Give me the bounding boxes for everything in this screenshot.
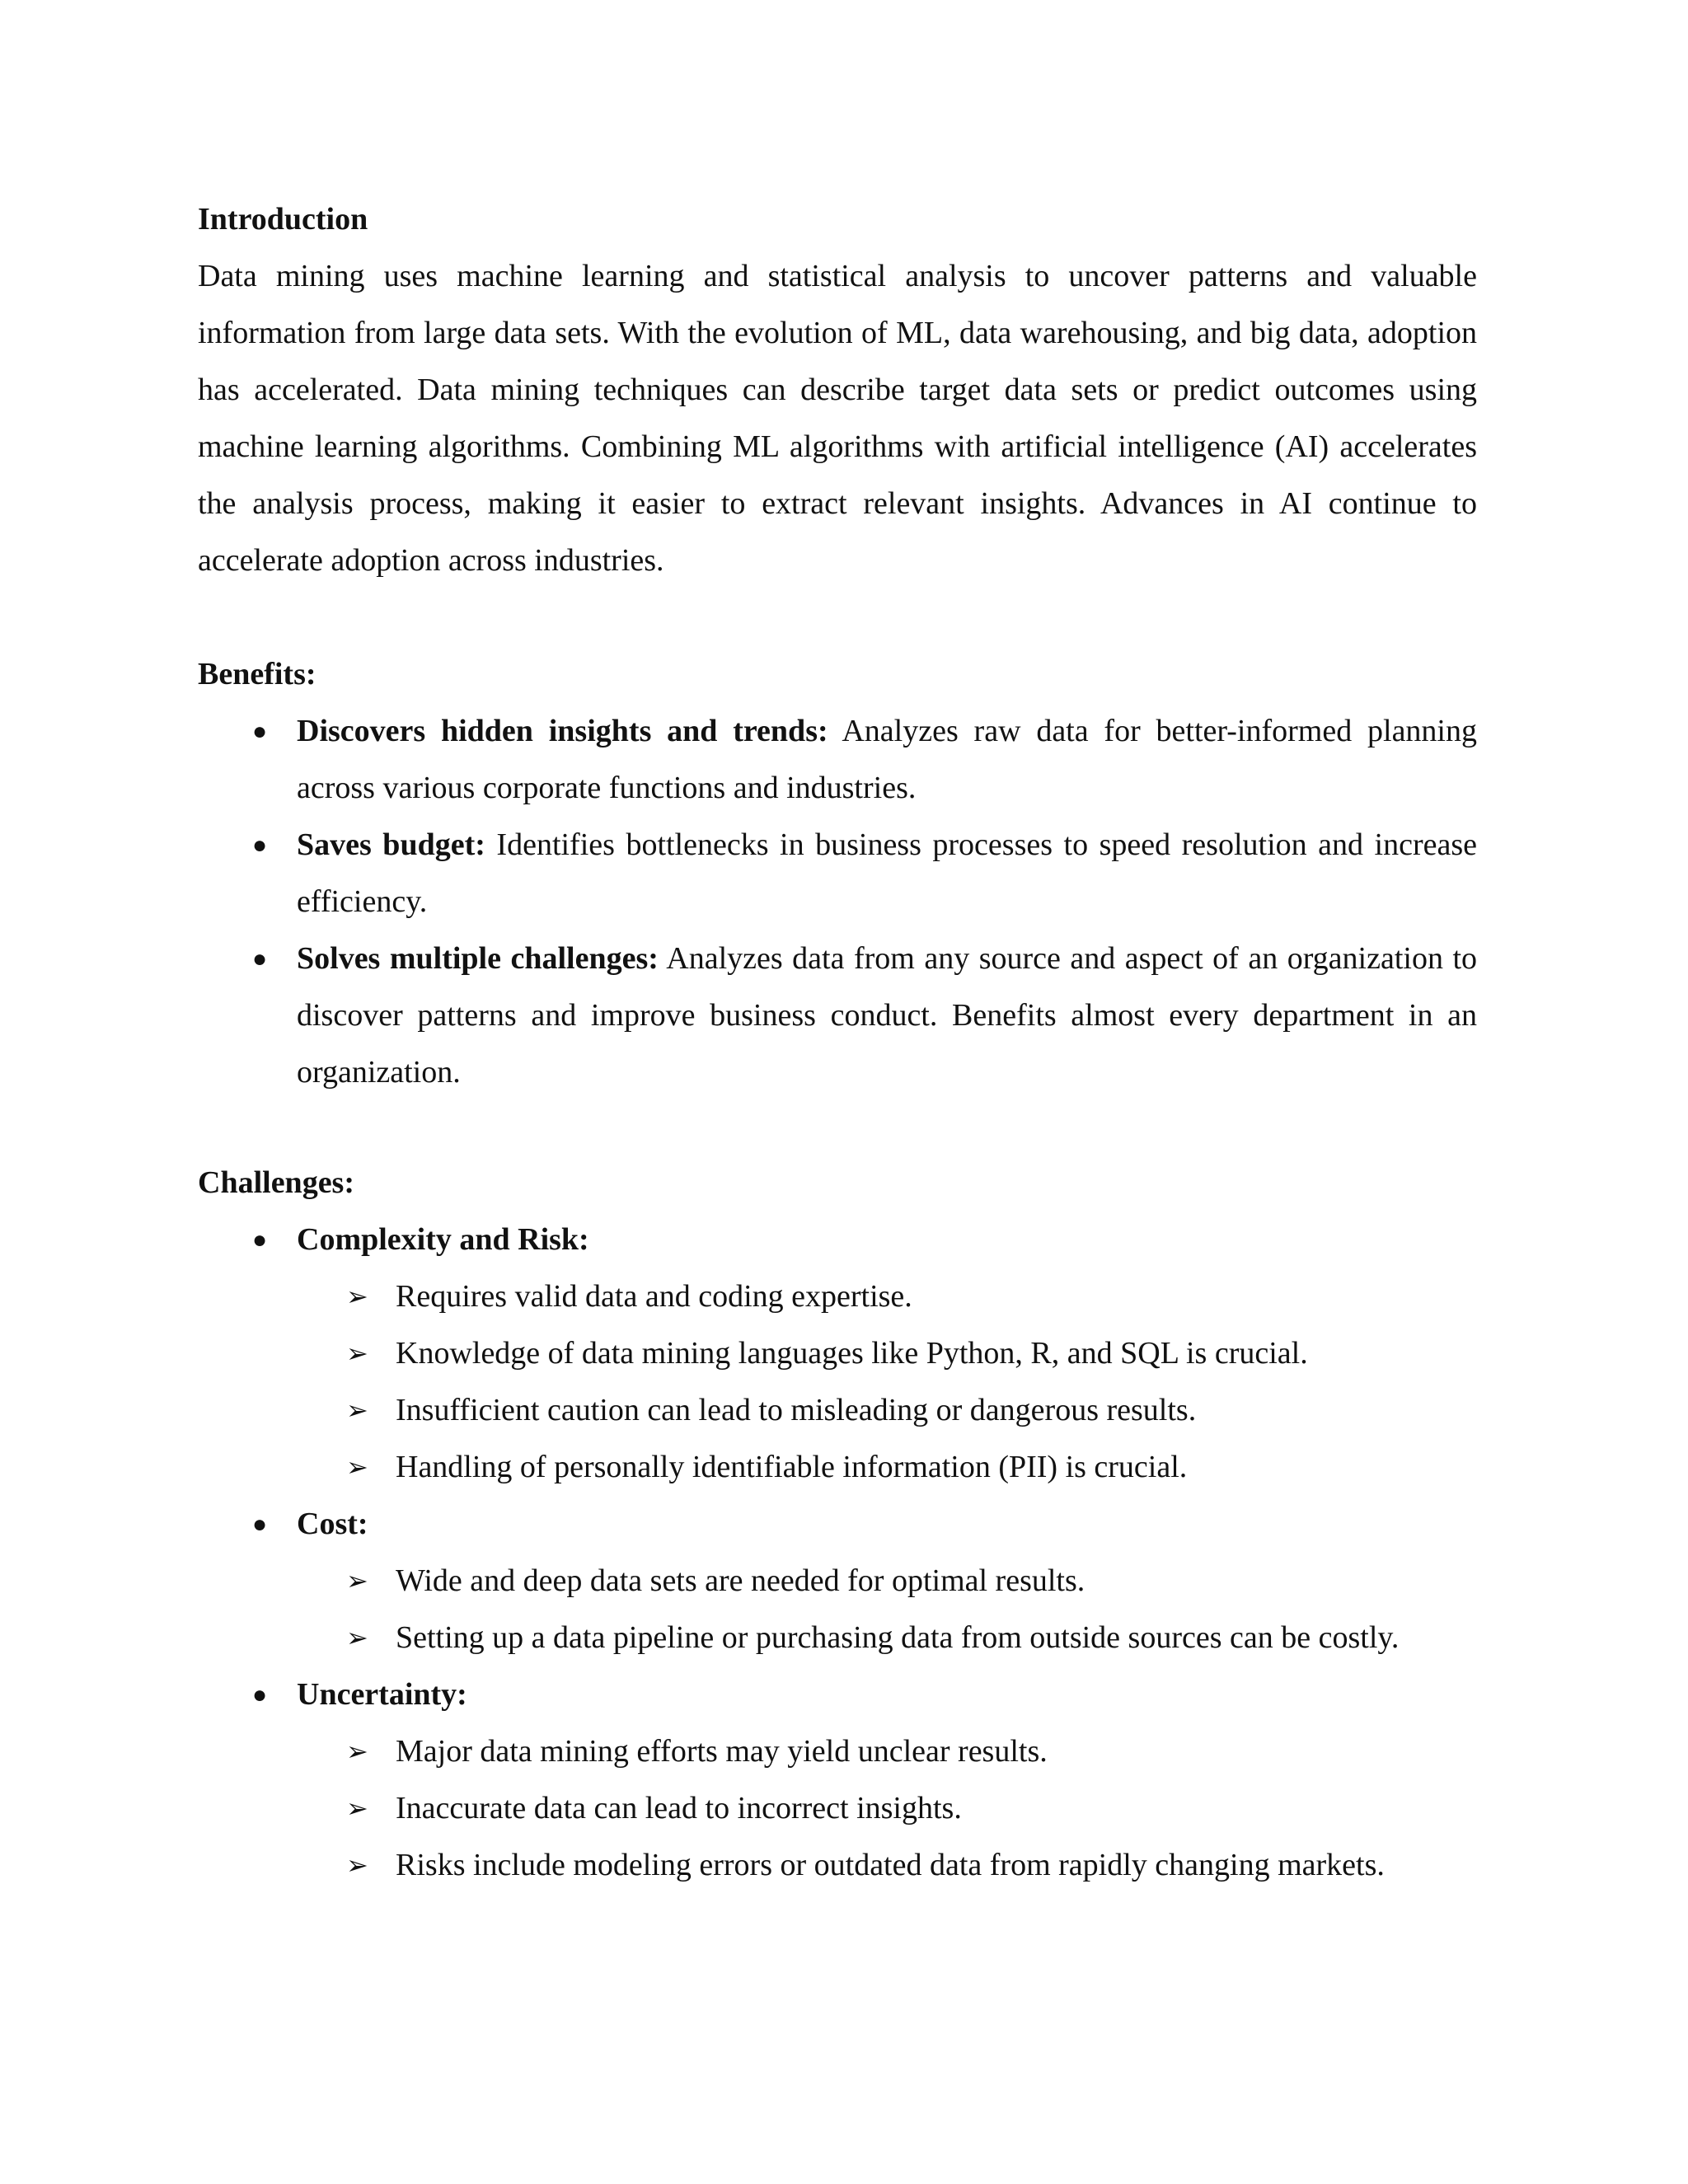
list-item (198, 703, 1477, 817)
sub-list-item (198, 1723, 1477, 1780)
sub-list-item (198, 1837, 1477, 1894)
introduction-paragraph: Data mining uses machine learning and statistical analysis to uncover patterns and valuable information from large data sets. With the evolution of ML, data warehousing, and big data, adoption has accelerated. Data mining techniques can describe target data sets or predict outcomes using machine learning algorithms. Combining ML algorithms with artificial intelligence (AI) accelerates the analysis process, making it easier to extract relevant insights. Advances in AI continue to accelerate adoption across industries. (198, 259, 1477, 578)
document-page (198, 191, 1477, 1894)
list-item (198, 930, 1477, 1101)
challenges-heading: Challenges: (198, 1165, 354, 1200)
benefits-list (198, 703, 1477, 1101)
sub-list-item (198, 1325, 1477, 1382)
list-item (198, 1212, 1477, 1268)
sub-list-item (198, 1439, 1477, 1496)
arrowhead-icon: ➢ (346, 1282, 368, 1311)
challenges-list (198, 1212, 1477, 1268)
bullet-dot-icon: ● (251, 1226, 268, 1254)
arrowhead-icon: ➢ (346, 1338, 368, 1368)
spacer (198, 1101, 1477, 1155)
bullet-dot-icon: ● (251, 945, 268, 972)
list-item (198, 1496, 1477, 1553)
arrowhead-icon: ➢ (346, 1452, 368, 1482)
cost-sublist (198, 1553, 1477, 1666)
arrowhead-icon: ➢ (346, 1623, 368, 1652)
arrowhead-icon: ➢ (346, 1566, 368, 1596)
list-item (198, 817, 1477, 930)
sub-list-item (198, 1382, 1477, 1439)
challenges-list (198, 1666, 1477, 1723)
complexity-sublist (198, 1268, 1477, 1496)
challenges-list (198, 1496, 1477, 1553)
arrowhead-icon: ➢ (346, 1850, 368, 1880)
sub-item-text: Knowledge of data mining languages like Python, R, and SQL is crucial. (396, 1336, 1308, 1371)
sub-item-text: Setting up a data pipeline or purchasing data from outside sources can be costly. (396, 1620, 1400, 1655)
arrowhead-icon: ➢ (346, 1793, 368, 1823)
sub-item-text: Major data mining efforts may yield unclear results. (396, 1734, 1048, 1769)
sub-item-text: Requires valid data and coding expertise. (396, 1279, 912, 1314)
sub-item-text: Handling of personally identifiable information (PII) is crucial. (396, 1450, 1188, 1484)
spacer (198, 589, 1477, 646)
item-term: Solves multiple challenges: (297, 941, 659, 976)
sub-list-item (198, 1780, 1477, 1837)
bullet-dot-icon: ● (251, 832, 268, 859)
sub-item-text: Wide and deep data sets are needed for optimal results. (396, 1563, 1085, 1598)
item-term: Discovers hidden insights and trends: (297, 714, 828, 748)
sub-list-item (198, 1610, 1477, 1666)
item-term: Cost: (297, 1507, 368, 1541)
arrowhead-icon: ➢ (346, 1395, 368, 1425)
sub-list-item (198, 1268, 1477, 1325)
item-term: Uncertainty: (297, 1677, 467, 1712)
item-text: Analyzes data from any source and aspect of an organization to discover patterns and improve business conduct. Benefits almost every department in an organization. (297, 941, 1477, 1090)
benefits-heading: Benefits: (198, 657, 316, 691)
sub-list-item (198, 1553, 1477, 1610)
bullet-dot-icon: ● (251, 718, 268, 745)
bullet-dot-icon: ● (251, 1681, 268, 1708)
sub-item-text: Inaccurate data can lead to incorrect insights. (396, 1791, 962, 1825)
item-text: Identifies bottlenecks in business processes to speed resolution and increase efficiency. (297, 827, 1478, 919)
arrowhead-icon: ➢ (346, 1736, 368, 1766)
item-term: Saves budget: (297, 827, 485, 862)
list-item (198, 1666, 1477, 1723)
sub-item-text: Risks include modeling errors or outdated data from rapidly changing markets. (396, 1848, 1385, 1882)
item-text: Analyzes raw data for better-informed planning across various corporate functions and industries. (297, 714, 1477, 805)
bullet-dot-icon: ● (251, 1511, 268, 1538)
introduction-heading: Introduction (198, 202, 368, 237)
item-term: Complexity and Risk: (297, 1222, 589, 1257)
sub-item-text: Insufficient caution can lead to misleading or dangerous results. (396, 1393, 1197, 1427)
uncertainty-sublist (198, 1723, 1477, 1894)
